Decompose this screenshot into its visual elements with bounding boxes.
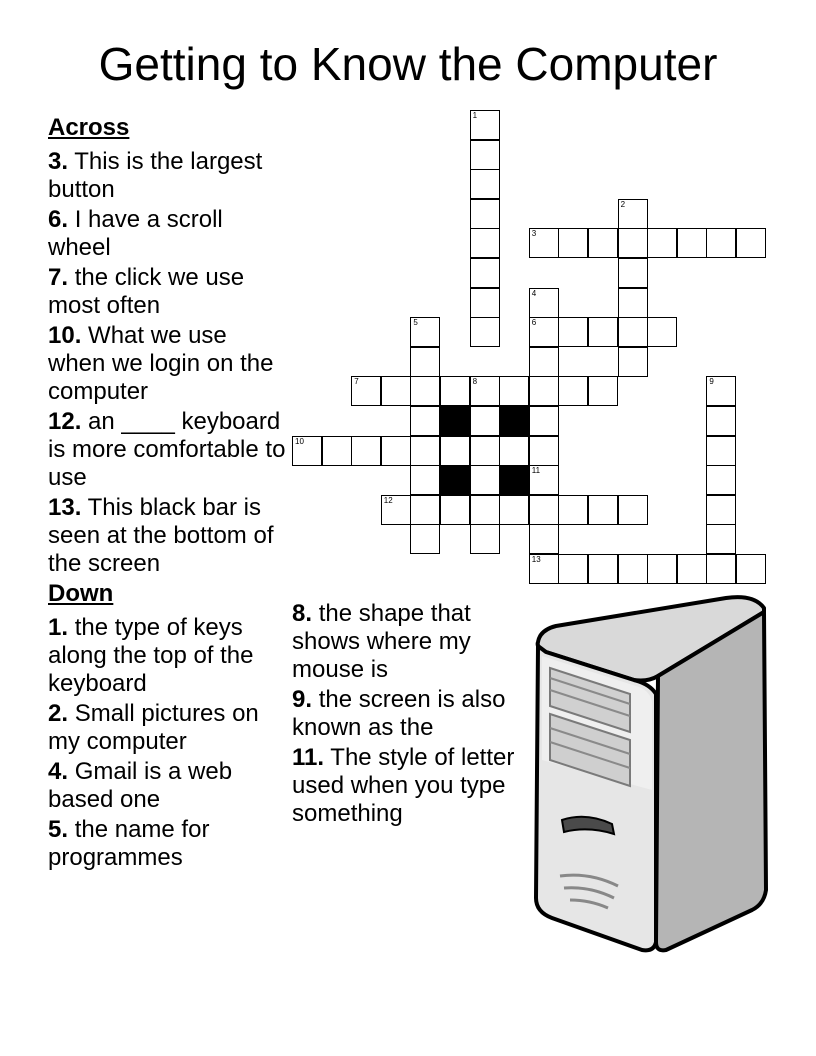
grid-cell[interactable] <box>558 554 588 584</box>
clue-text: I have a scroll wheel <box>48 206 223 261</box>
grid-cell[interactable] <box>618 347 648 377</box>
grid-cell[interactable] <box>529 288 559 318</box>
down-clue-2 <box>48 700 288 756</box>
grid-cell[interactable] <box>410 317 440 347</box>
grid-cell[interactable] <box>618 495 648 525</box>
grid-cell[interactable] <box>588 376 618 406</box>
grid-cell-number: 11 <box>531 466 541 476</box>
grid-cell[interactable] <box>588 317 618 347</box>
computer-tower-icon <box>526 590 772 960</box>
grid-cell[interactable] <box>706 436 736 466</box>
grid-cell[interactable] <box>351 436 381 466</box>
grid-cell-number: 10 <box>295 436 304 446</box>
across-clue-3 <box>48 148 288 204</box>
grid-block <box>499 406 529 436</box>
grid-cell[interactable] <box>618 554 648 584</box>
clue-number: 8. <box>292 600 313 627</box>
grid-cell[interactable] <box>499 495 529 525</box>
grid-cell[interactable] <box>470 317 500 347</box>
grid-cell[interactable] <box>410 376 440 406</box>
grid-cell[interactable] <box>470 436 500 466</box>
grid-cell[interactable] <box>470 495 500 525</box>
grid-cell[interactable] <box>529 436 559 466</box>
clue-number: 5. <box>48 816 69 843</box>
grid-cell-number: 4 <box>531 288 537 298</box>
grid-cell[interactable] <box>588 554 618 584</box>
grid-cell[interactable] <box>499 376 529 406</box>
grid-cell-number: 3 <box>531 229 537 239</box>
grid-cell[interactable] <box>706 228 736 258</box>
grid-cell[interactable] <box>410 465 440 495</box>
grid-cell[interactable] <box>529 228 559 258</box>
clue-number: 3. <box>48 148 69 175</box>
clue-number: 6. <box>48 206 69 233</box>
grid-cell[interactable] <box>529 317 559 347</box>
grid-cell[interactable] <box>322 436 352 466</box>
down-clue-11 <box>292 744 532 828</box>
clue-text: the shape that shows where my mouse is <box>292 600 471 683</box>
clue-text: the click we use most often <box>48 264 245 319</box>
grid-cell[interactable] <box>618 258 648 288</box>
clues-column-right <box>292 600 532 830</box>
clue-text: Small pictures on my computer <box>48 700 259 755</box>
grid-cell[interactable] <box>470 140 500 170</box>
grid-cell[interactable] <box>588 495 618 525</box>
grid-cell[interactable] <box>381 376 411 406</box>
grid-cell[interactable] <box>736 228 766 258</box>
grid-cell[interactable] <box>470 406 500 436</box>
clue-text: the screen is also known as the <box>292 686 506 741</box>
grid-cell[interactable] <box>381 436 411 466</box>
grid-cell[interactable] <box>470 288 500 318</box>
grid-cell[interactable] <box>647 228 677 258</box>
grid-cell[interactable] <box>558 228 588 258</box>
grid-cell[interactable] <box>647 554 677 584</box>
across-clue-7 <box>48 264 288 320</box>
grid-cell[interactable] <box>677 554 707 584</box>
down-clue-8 <box>292 600 532 684</box>
across-clue-6 <box>48 206 288 262</box>
grid-cell[interactable] <box>529 347 559 377</box>
grid-cell[interactable] <box>736 554 766 584</box>
clue-text: This black bar is seen at the bottom of the screen <box>48 494 274 577</box>
grid-cell-number: 12 <box>383 495 393 505</box>
grid-block <box>440 406 470 436</box>
grid-cell[interactable] <box>706 554 736 584</box>
grid-cell[interactable] <box>558 495 588 525</box>
grid-block <box>440 465 470 495</box>
grid-cell[interactable] <box>470 376 500 406</box>
grid-cell[interactable] <box>470 524 500 554</box>
grid-cell[interactable] <box>440 495 470 525</box>
across-clue-12 <box>48 408 288 492</box>
clue-text: an ____ keyboard is more comfortable to use <box>48 408 286 491</box>
grid-cell[interactable] <box>351 376 381 406</box>
across-clue-13 <box>48 494 288 578</box>
grid-cell[interactable] <box>410 524 440 554</box>
down-clue-4 <box>48 758 288 814</box>
clue-number: 1. <box>48 614 69 641</box>
grid-cell[interactable] <box>706 524 736 554</box>
grid-cell[interactable] <box>647 317 677 347</box>
grid-cell-number: 2 <box>620 199 626 209</box>
grid-cell[interactable] <box>558 317 588 347</box>
grid-cell-number: 6 <box>531 318 537 328</box>
clue-text: What we use when we login on the computer <box>48 322 274 405</box>
grid-cell[interactable] <box>381 495 411 525</box>
grid-cell[interactable] <box>292 436 322 466</box>
grid-cell[interactable] <box>529 376 559 406</box>
grid-cell[interactable] <box>618 228 648 258</box>
clue-number: 10. <box>48 322 82 349</box>
clue-text: Gmail is a web based one <box>48 758 233 813</box>
grid-cell-number: 13 <box>531 555 541 564</box>
grid-cell[interactable] <box>706 376 736 406</box>
clue-number: 9. <box>292 686 313 713</box>
grid-cell[interactable] <box>410 347 440 377</box>
down-clue-5 <box>48 816 288 872</box>
grid-cell-number: 9 <box>709 377 714 387</box>
clue-text: the name for programmes <box>48 816 210 871</box>
grid-block <box>499 465 529 495</box>
grid-cell[interactable] <box>706 406 736 436</box>
grid-cell[interactable] <box>677 228 707 258</box>
grid-cell[interactable] <box>470 258 500 288</box>
grid-cell[interactable] <box>499 436 529 466</box>
page-title: Getting to Know the Computer <box>98 38 718 90</box>
grid-cell[interactable] <box>440 376 470 406</box>
grid-cell-number: 5 <box>413 318 418 328</box>
grid-cell[interactable] <box>529 495 559 525</box>
grid-cell[interactable] <box>706 465 736 495</box>
grid-cell[interactable] <box>618 317 648 347</box>
grid-cell[interactable] <box>440 436 470 466</box>
clue-number: 12. <box>48 408 82 435</box>
grid-cell-number: 1 <box>472 111 478 120</box>
grid-cell[interactable] <box>558 376 588 406</box>
grid-cell-number: 7 <box>354 377 359 387</box>
clue-text: The style of letter used when you type something <box>292 744 515 827</box>
across-clue-10 <box>48 322 288 406</box>
grid-cell[interactable] <box>588 228 618 258</box>
clue-number: 4. <box>48 758 69 785</box>
grid-cell[interactable] <box>470 110 500 140</box>
grid-cell[interactable] <box>410 406 440 436</box>
grid-cell[interactable] <box>410 436 440 466</box>
grid-cell[interactable] <box>618 288 648 318</box>
across-heading: Across <box>48 114 130 141</box>
down-heading: Down <box>48 580 114 607</box>
grid-cell[interactable] <box>470 199 500 229</box>
clue-number: 7. <box>48 264 69 291</box>
clue-number: 13. <box>48 494 82 521</box>
clues-column-left <box>48 114 288 874</box>
grid-cell[interactable] <box>470 169 500 199</box>
grid-cell[interactable] <box>706 495 736 525</box>
grid-cell-number: 8 <box>472 377 478 387</box>
clue-number: 2. <box>48 700 69 727</box>
clue-text: the type of keys along the top of the keyboard <box>48 614 254 697</box>
grid-cell[interactable] <box>618 199 648 229</box>
grid-cell[interactable] <box>529 554 559 584</box>
grid-cell[interactable] <box>470 228 500 258</box>
grid-cell[interactable] <box>529 465 559 495</box>
down-clue-1 <box>48 614 288 698</box>
down-clue-9 <box>292 686 532 742</box>
grid-cell[interactable] <box>529 406 559 436</box>
grid-cell[interactable] <box>410 495 440 525</box>
clue-text: This is the largest button <box>48 148 263 203</box>
grid-cell[interactable] <box>470 465 500 495</box>
grid-cell[interactable] <box>529 524 559 554</box>
clue-number: 11. <box>292 744 325 771</box>
